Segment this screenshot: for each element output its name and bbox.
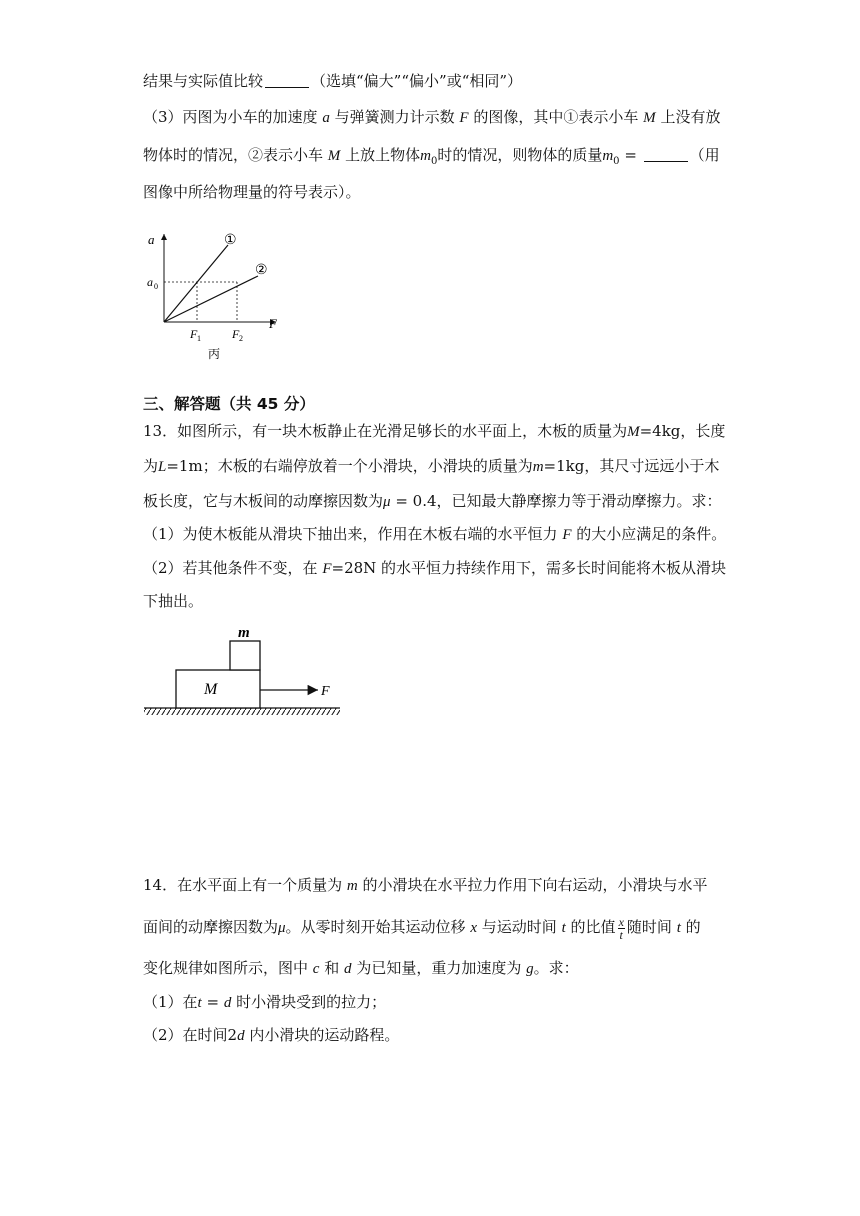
F1-label: F bbox=[190, 327, 198, 341]
answer-blank[interactable] bbox=[265, 72, 309, 88]
q13-line-5: （2）若其他条件不变，在 F=28N 的水平恒力持续作用下，需多长时间能将木板从滑块 bbox=[143, 559, 727, 577]
board-label: M bbox=[204, 681, 218, 698]
block-label: m bbox=[238, 625, 250, 641]
answer-blank-mass[interactable] bbox=[644, 146, 688, 162]
q13-line-6: 下抽出。 bbox=[143, 592, 204, 610]
q13-line-3: 板长度，它与木板间的动摩擦因数为μ = 0.4，已知最大静摩擦力等于滑动摩擦力。求： bbox=[143, 492, 722, 510]
block-m bbox=[230, 641, 260, 670]
F2-label: F bbox=[232, 327, 240, 341]
board-M bbox=[176, 670, 260, 708]
q13-line-4: （1）为使木板能从滑块下抽出来，作用在木板右端的水平恒力 F 的大小应满足的条件。 bbox=[143, 525, 727, 543]
svg-text:0: 0 bbox=[154, 282, 158, 291]
graph-caption: 丙 bbox=[208, 347, 221, 361]
q12-part3-line-3: 图像中所给物理量的符号表示）。 bbox=[143, 183, 361, 201]
x-axis-label: F bbox=[269, 316, 277, 331]
q12-part3-line-1: （3）丙图为小车的加速度 a 与弹簧测力计示数 F 的图像，其中①表示小车 M 上没有放 bbox=[143, 108, 721, 126]
fraction-x-over-t: $\frac{x}{t}$ bbox=[618, 914, 624, 942]
q14-line-4: （1）在t = d 时小滑块受到的拉力； bbox=[143, 993, 387, 1011]
graph-a-vs-F bbox=[140, 228, 290, 368]
q14-line-1: 14．在水平面上有一个质量为 m 的小滑块在水平拉力作用下向右运动，小滑块与水平 bbox=[143, 876, 708, 894]
line-2-label: ② bbox=[255, 263, 268, 278]
graph-line-1 bbox=[164, 245, 228, 322]
q13-line-2: 为L=1m；木板的右端停放着一个小滑块，小滑块的质量为m=1kg，其尺寸远远小于木 bbox=[143, 457, 720, 475]
force-label: F bbox=[321, 684, 330, 699]
board-block-figure bbox=[140, 622, 350, 718]
q14-line-3: 变化规律如图所示，图中 c 和 d 为已知量，重力加速度为 g。求： bbox=[143, 959, 579, 977]
q13-line-1: 13．如图所示，有一块木板静止在光滑足够长的水平面上，木板的质量为M=4kg，长度 bbox=[143, 422, 726, 440]
q14-line-5: （2）在时间2d 内小滑块的运动路程。 bbox=[143, 1026, 400, 1044]
y-axis-label: a bbox=[148, 232, 155, 247]
line-1-label: ① bbox=[224, 233, 237, 248]
svg-text:2: 2 bbox=[239, 334, 243, 343]
q14-line-2: 面间的动摩擦因数为μ。从零时刻开始其运动位移 x 与运动时间 t 的比值 $\frac{x}{t}$ 随时间 t 的 bbox=[143, 914, 701, 942]
svg-text:1: 1 bbox=[197, 334, 201, 343]
q12-line-1: 结果与实际值比较 （选填“偏大”“偏小”或“相同”） bbox=[143, 72, 523, 90]
a0-label: a bbox=[147, 275, 153, 289]
section-heading: 三、解答题（共 45 分） bbox=[143, 395, 315, 413]
q12-part3-line-2: 物体时的情况，②表示小车 M 上放上物体$m_0$时的情况，则物体的质量$m_0$ = （用 bbox=[143, 146, 720, 167]
graph-line-2 bbox=[164, 276, 258, 322]
